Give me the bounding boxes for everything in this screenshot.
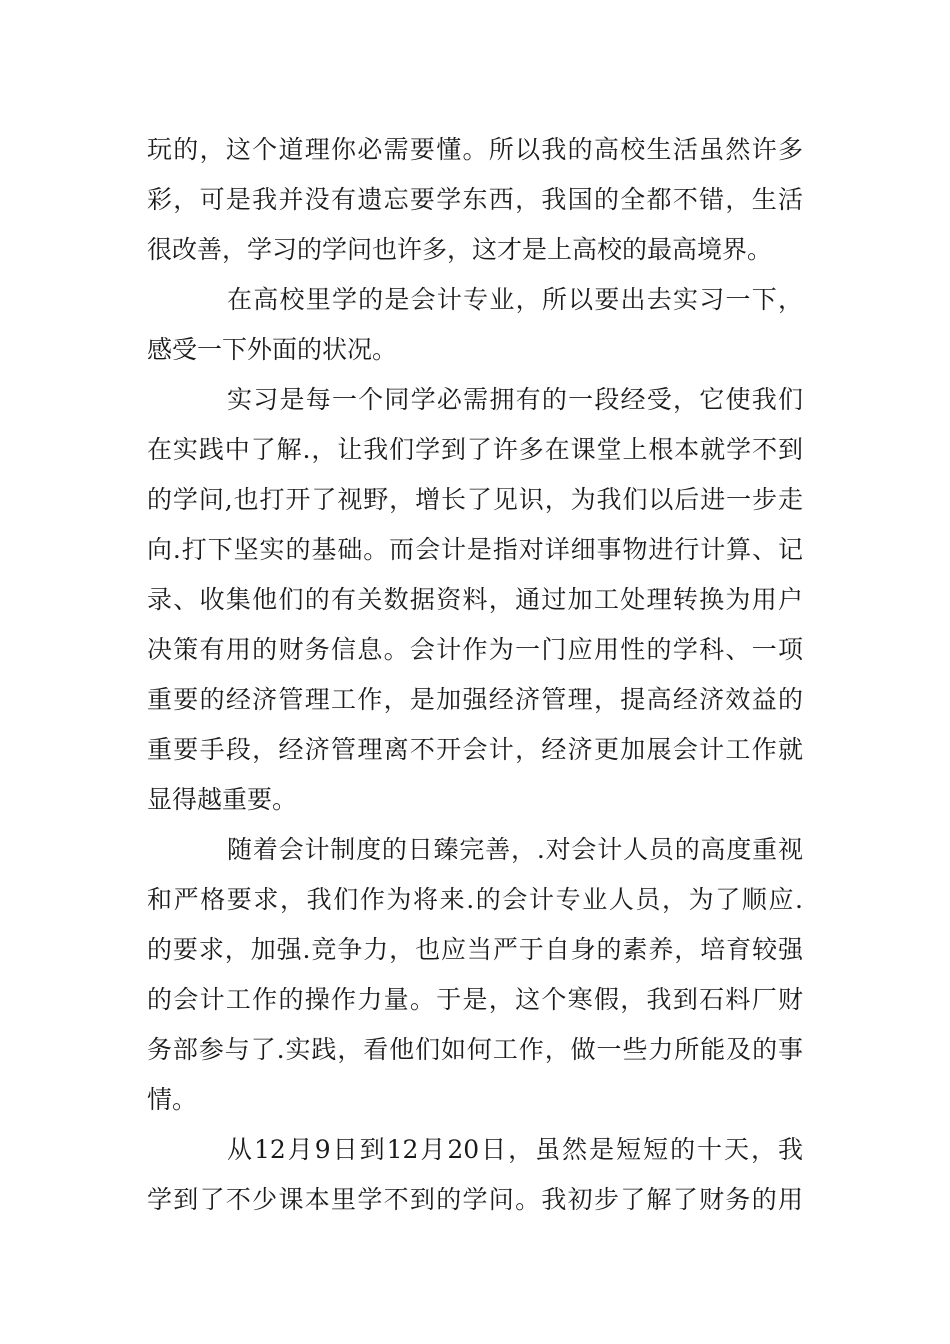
text-line: 在实践中了解.，让我们学到了许多在课堂上根本就学不到 (147, 435, 803, 464)
text-line: 彩，可是我并没有遗忘要学东西，我国的全都不错，生活 (147, 185, 803, 214)
text-line: 感受一下外面的状况。 (147, 335, 398, 364)
text-line: 和严格要求，我们作为将来.的会计专业人员，为了顺应. (147, 885, 803, 914)
text-line: 决策有用的财务信息。会计作为一门应用性的学科、一项 (147, 635, 803, 664)
text-line: 玩的，这个道理你必需要懂。所以我的高校生活虽然许多 (147, 135, 803, 164)
text-line: 务部参与了.实践，看他们如何工作，做一些力所能及的事 (147, 1035, 803, 1064)
text-line: 的学问,也打开了视野，增长了见识，为我们以后进一步走 (147, 485, 803, 514)
text-line: 的会计工作的操作力量。于是，这个寒假，我到石料厂财 (147, 985, 803, 1014)
text-line: 情。 (147, 1085, 198, 1114)
text-line: 学到了不少课本里学不到的学问。我初步了解了财务的用 (147, 1185, 803, 1214)
text-line: 向.打下坚实的基础。而会计是指对详细事物进行计算、记 (147, 535, 803, 564)
paragraph-first-line: 在高校里学的是会计专业，所以要出去实习一下， (227, 285, 803, 314)
text-line: 显得越重要。 (147, 785, 298, 814)
text-line: 的要求，加强.竞争力，也应当严于自身的素养，培育较强 (147, 935, 803, 964)
text-line: 重要手段，经济管理离不开会计，经济更加展会计工作就 (147, 735, 803, 764)
text-line: 很改善，学习的学问也许多，这才是上高校的最高境界。 (147, 235, 773, 264)
paragraph-first-line: 从12月9日到12月20日，虽然是短短的十天，我 (227, 1135, 803, 1164)
paragraph-first-line: 实习是每一个同学必需拥有的一段经受，它使我们 (227, 385, 803, 414)
text-line: 重要的经济管理工作，是加强经济管理，提高经济效益的 (147, 685, 803, 714)
paragraph-first-line: 随着会计制度的日臻完善，.对会计人员的高度重视 (227, 835, 803, 864)
text-line: 录、收集他们的有关数据资料，通过加工处理转换为用户 (147, 585, 803, 614)
